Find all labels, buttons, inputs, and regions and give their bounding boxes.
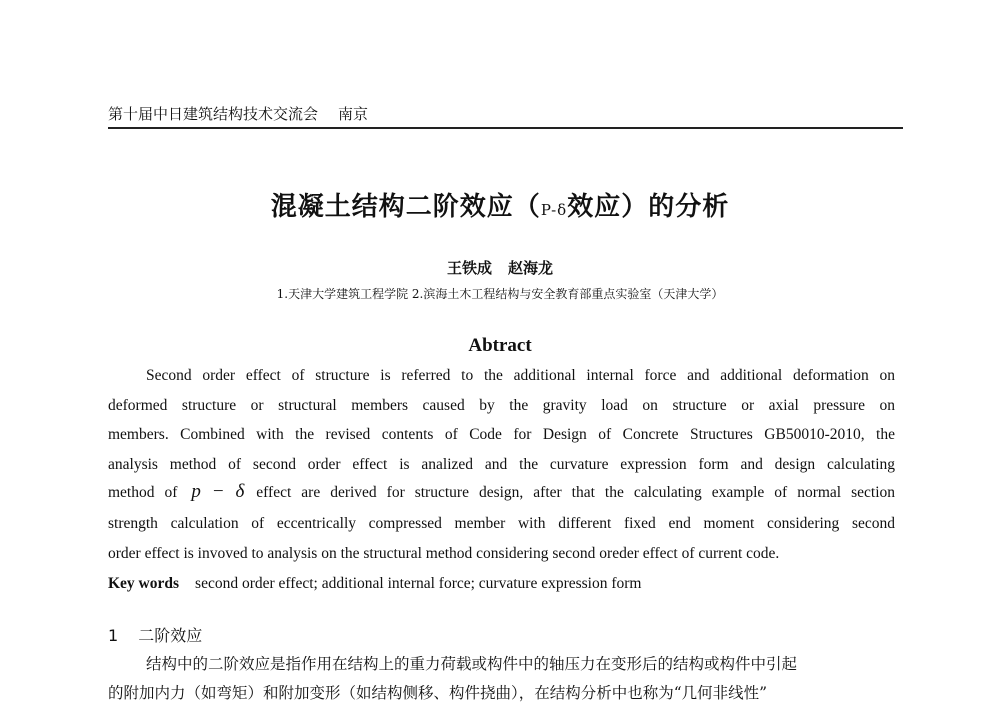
keywords-label: Key words: [108, 575, 180, 592]
abstract-text: effect are derived for structure design, after that the calculating example of normal section: [256, 484, 895, 501]
affiliations: 1.天津大学建筑工程学院 2.滨海土木工程结构与安全教育部重点实验室（天津大学）: [276, 287, 724, 301]
abstract-line: Second order effect of structure is referred to the additional internal force and additional deformation on: [146, 367, 895, 384]
abstract-line: deformed structure or structural members caused by the gravity load on structure or axial pressure on: [108, 397, 895, 414]
body-line: 结构中的二阶效应是指作用在结构上的重力荷载或构件中的轴压力在变形后的结构或构件中引起: [146, 655, 798, 673]
body-line: 的附加内力（如弯矩）和附加变形（如结构侧移、构件挠曲），在结构分析中也称为“几何非线性”: [108, 684, 768, 702]
abstract-text: method of: [108, 484, 178, 501]
paper-title: [0, 186, 1000, 223]
title-main: 混凝土结构二阶效应（: [270, 192, 541, 222]
running-header: [108, 104, 903, 129]
keywords: [108, 574, 642, 594]
section-number: 1: [108, 626, 119, 645]
section-title: 二阶效应: [138, 626, 203, 645]
author-list: [0, 257, 1000, 278]
section-heading: [108, 623, 202, 646]
author-name: 赵海龙: [508, 259, 554, 277]
abstract-heading: Abtract: [468, 335, 532, 356]
title-pdelta: P-δ: [540, 201, 568, 219]
author-name: 王铁成: [446, 259, 492, 277]
p-delta-symbol: p − δ: [191, 481, 245, 502]
abstract-line: [108, 482, 895, 503]
conference-name: 第十届中日建筑结构技术交流会: [108, 105, 319, 123]
keywords-text: second order effect; additional internal force; curvature expression form: [195, 575, 642, 592]
abstract-line: order effect is invoved to analysis on the structural method considering second oreder effect of current code.: [108, 545, 780, 562]
abstract-line: members. Combined with the revised contents of Code for Design of Concrete Structures GB50010-2010, the: [108, 426, 895, 443]
abstract-line: analysis method of second order effect is analized and the curvature expression form and design calculating: [108, 456, 895, 473]
title-suffix: 效应）的分析: [567, 192, 730, 222]
conference-venue: 南京: [338, 105, 369, 123]
abstract-line: strength calculation of eccentrically compressed member with different fixed end moment considering second: [108, 515, 895, 532]
